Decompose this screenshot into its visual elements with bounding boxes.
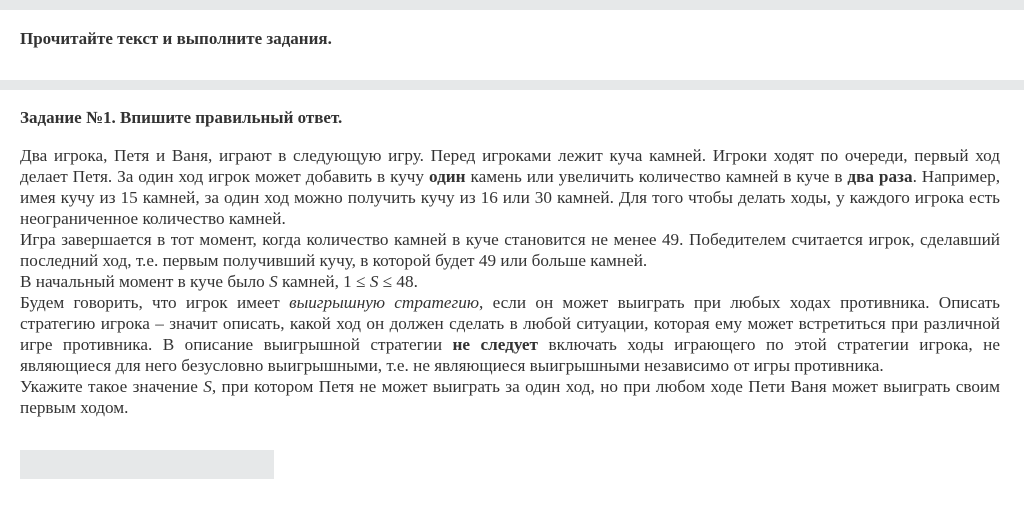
- italic-winning-strategy: выигрышную стратегию: [289, 293, 479, 312]
- task-text: [20, 145, 1000, 418]
- instruction-heading: Прочитайте текст и выполните задания.: [20, 29, 332, 48]
- paragraph-strategy: Будем говорить, что игрок имеет выигрышную стратегию, если он может выиграть при любых ходах противника. Описать стратегию игрока – значит описать, какой ход он должен сделать в любой ситуации, которая ему может встретиться при различной игре противника. В описание выигрышной стратегии не следует включать ходы играющего по этой стратегии игрока, не являющиеся для него безусловно выигрышными, т.е. не являющиеся выигрышными независимо от игры противника.: [20, 293, 1000, 375]
- bold-not-should: не следует: [452, 335, 539, 354]
- section-divider: [0, 80, 1024, 90]
- top-divider: [0, 0, 1024, 10]
- answer-input[interactable]: [20, 450, 274, 479]
- task-title: Задание №1. Впишите правильный ответ.: [20, 108, 343, 127]
- bold-double: два раза: [847, 167, 913, 186]
- bold-one: один: [428, 167, 466, 186]
- variable-s: S: [269, 272, 278, 291]
- variable-s: S: [369, 272, 379, 291]
- paragraph-question: Укажите такое значение S, при котором Петя не может выиграть за один ход, но при любом ходе Пети Ваня может выиграть своим первым ходом.: [20, 377, 1000, 417]
- variable-s: S: [203, 377, 212, 396]
- paragraph-rules: Два игрока, Петя и Ваня, играют в следующую игру. Перед игроками лежит куча камней. Игроки ходят по очереди, первый ход делает Петя. За один ход игрок может добавить в кучу один камень или увеличить количество камней в куче в два раза. Например, имея кучу из 15 камней, за один ход можно получить кучу из 16 или 30 камней. Для того чтобы делать ходы, у каждого игрока есть неограниченное количество камней.: [20, 146, 1001, 228]
- paragraph-initial-state: В начальный момент в куче было S камней, 1 ≤ S ≤ 48.: [20, 272, 418, 291]
- paragraph-end-condition: Игра завершается в тот момент, когда количество камней в куче становится не менее 49. Победителем считается игрок, сделавший последний ход, т.е. первым получивший кучу, в которой будет 49 или больше камней.: [20, 230, 1000, 270]
